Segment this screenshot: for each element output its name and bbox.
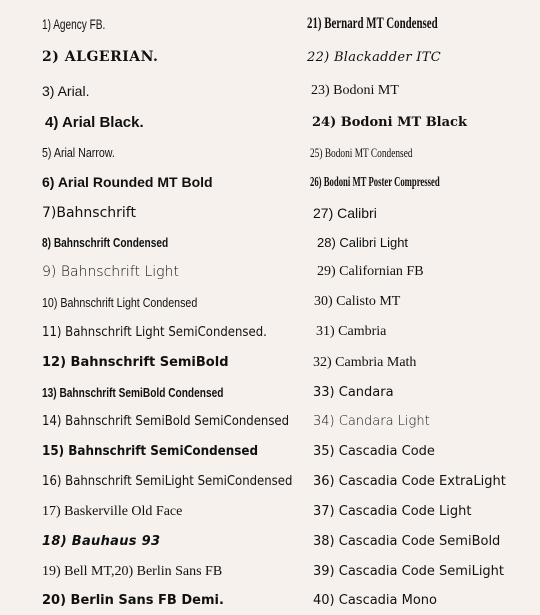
font-item-40: 40) Cascadia Mono — [313, 593, 438, 608]
font-item-32: 32) Cambria Math — [313, 355, 417, 370]
font-item-28: 28) Calibri Light — [317, 235, 409, 250]
font-item-33: 33) Candara — [313, 385, 394, 400]
font-item-1: 1) Agency FB. — [42, 16, 106, 32]
font-item-18: 18) Bauhaus 93 — [42, 534, 161, 549]
font-item-24: 24) Bodoni MT Black — [312, 115, 467, 130]
font-item-19: 19) Bell MT,20) Berlin Sans FB — [42, 564, 223, 579]
font-item-25: 25) Bodoni MT Condensed — [310, 145, 413, 160]
font-item-20: 20) Berlin Sans FB Demi. — [42, 593, 224, 608]
font-item-30: 30) Calisto MT — [314, 294, 401, 309]
font-item-38: 38) Cascadia Code SemiBold — [313, 534, 501, 549]
font-item-9: 9) Bahnschrift Light — [42, 264, 179, 280]
font-item-36: 36) Cascadia Code ExtraLight — [313, 474, 506, 489]
font-item-31: 31) Cambria — [316, 324, 387, 339]
font-item-7: 7)Bahnschrift — [42, 205, 136, 221]
font-item-14: 14) Bahnschrift SemiBold SemiCondensed — [42, 414, 290, 429]
font-item-27: 27) Calibri — [313, 205, 377, 221]
font-item-13: 13) Bahnschrift SemiBold Condensed — [42, 385, 224, 400]
font-item-4: 4) Arial Black. — [45, 114, 144, 131]
font-item-17: 17) Baskerville Old Face — [42, 504, 183, 519]
font-item-12: 12) Bahnschrift SemiBold — [42, 355, 229, 370]
font-item-21: 21) Bernard MT Condensed — [307, 15, 438, 32]
font-item-10: 10) Bahnschrift Light Condensed — [42, 295, 198, 310]
font-item-35: 35) Cascadia Code — [313, 444, 435, 459]
font-item-8: 8) Bahnschrift Condensed — [42, 235, 169, 250]
font-item-6: 6) Arial Rounded MT Bold — [42, 174, 213, 190]
font-item-34: 34) Candara Light — [313, 414, 430, 429]
font-item-5: 5) Arial Narrow. — [42, 145, 115, 160]
font-item-39: 39) Cascadia Code SemiLight — [313, 564, 505, 579]
font-item-2: 2) ALGERIAN. — [42, 49, 159, 65]
font-item-23: 23) Bodoni MT — [311, 83, 399, 98]
font-item-3: 3) Arial. — [42, 83, 90, 99]
font-item-11: 11) Bahnschrift Light SemiCondensed. — [42, 325, 267, 340]
font-item-15: 15) Bahnschrift SemiCondensed — [42, 444, 259, 459]
font-item-37: 37) Cascadia Code Light — [313, 504, 472, 519]
font-item-16: 16) Bahnschrift SemiLight SemiCondensed — [42, 474, 293, 489]
font-item-22: 22) Blackadder ITC — [307, 50, 441, 65]
font-item-29: 29) Californian FB — [317, 264, 424, 279]
font-item-26: 26) Bodoni MT Poster Compressed — [310, 175, 440, 190]
